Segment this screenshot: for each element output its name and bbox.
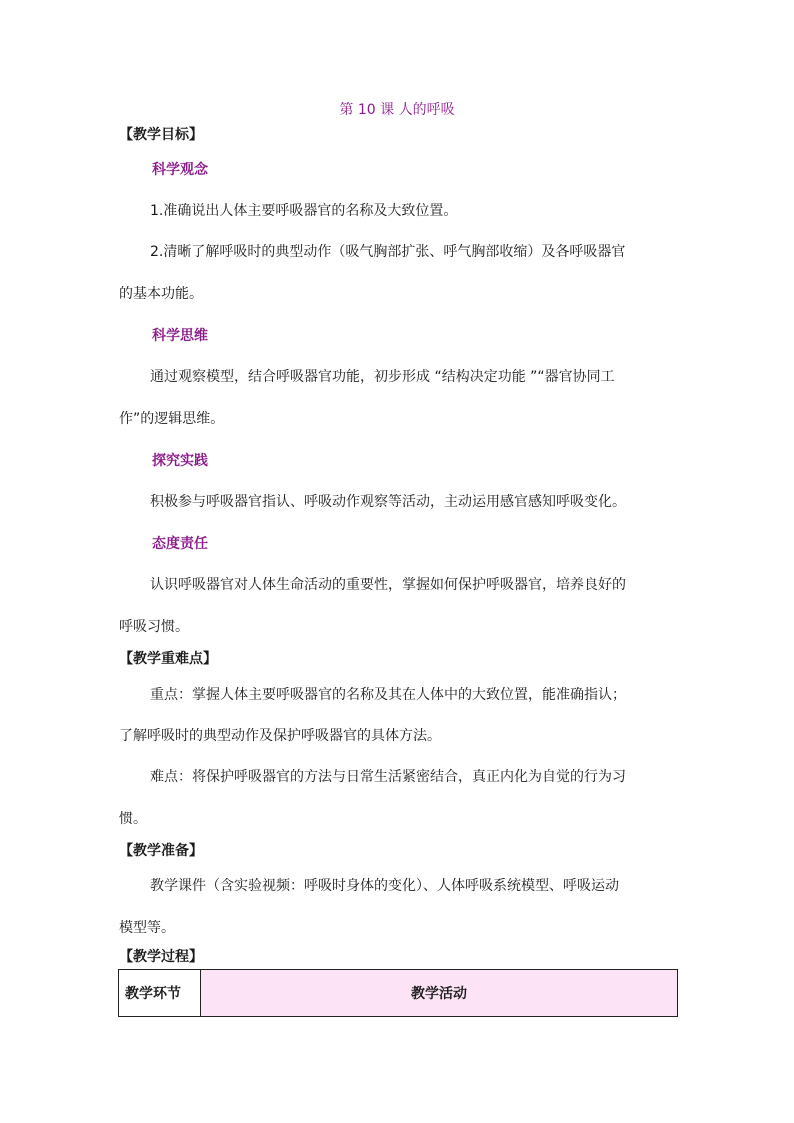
goals-heading: 【教学目标】: [119, 127, 203, 143]
lesson-title: 第 10 课 人的呼吸: [339, 102, 455, 118]
process-heading: 【教学过程】: [119, 949, 203, 965]
science-thinking-heading: 科学思维: [152, 328, 208, 344]
inquiry-practice-line1: 积极参与呼吸器官指认、呼吸动作观察等活动，主动运用感官感知呼吸变化。: [150, 494, 626, 510]
inquiry-practice-heading: 探究实践: [152, 453, 208, 469]
attitude-heading: 态度责任: [152, 536, 208, 552]
table-header-stage: 教学环节: [119, 970, 201, 1017]
preparation-line1: 教学课件（含实验视频：呼吸时身体的变化）、人体呼吸系统模型、呼吸运动: [150, 878, 619, 894]
attitude-line1: 认识呼吸器官对人体生命活动的重要性，掌握如何保护呼吸器官，培养良好的: [150, 577, 626, 593]
science-thinking-line2: 作”的逻辑思维。: [119, 411, 225, 427]
table-header-activity: 教学活动: [201, 970, 678, 1017]
science-concept-heading: 科学观念: [152, 162, 208, 178]
science-thinking-line1: 通过观察模型，结合呼吸器官功能，初步形成 “结构决定功能 ”“器官协同工: [150, 369, 615, 385]
preparation-line2: 模型等。: [119, 920, 175, 936]
process-table: [118, 969, 678, 1017]
science-concept-item2-line1: 2.清晰了解呼吸时的典型动作（吸气胸部扩张、呼气胸部收缩）及各呼吸器官: [150, 244, 626, 260]
science-concept-item2-line2: 的基本功能。: [119, 286, 203, 302]
difficult-point-line1: 难点：将保护呼吸器官的方法与日常生活紧密结合，真正内化为自觉的行为习: [150, 769, 626, 785]
attitude-line2: 呼吸习惯。: [119, 619, 189, 635]
preparation-heading: 【教学准备】: [119, 843, 203, 859]
key-point-line1: 重点：掌握人体主要呼吸器官的名称及其在人体中的大致位置，能准确指认；: [150, 687, 626, 703]
key-points-heading: 【教学重难点】: [119, 651, 217, 667]
science-concept-item1: 1.准确说出人体主要呼吸器官的名称及大致位置。: [150, 203, 458, 219]
key-point-line2: 了解呼吸时的典型动作及保护呼吸器官的具体方法。: [119, 728, 441, 744]
table-row: [119, 970, 678, 1017]
difficult-point-line2: 惯。: [119, 811, 147, 827]
